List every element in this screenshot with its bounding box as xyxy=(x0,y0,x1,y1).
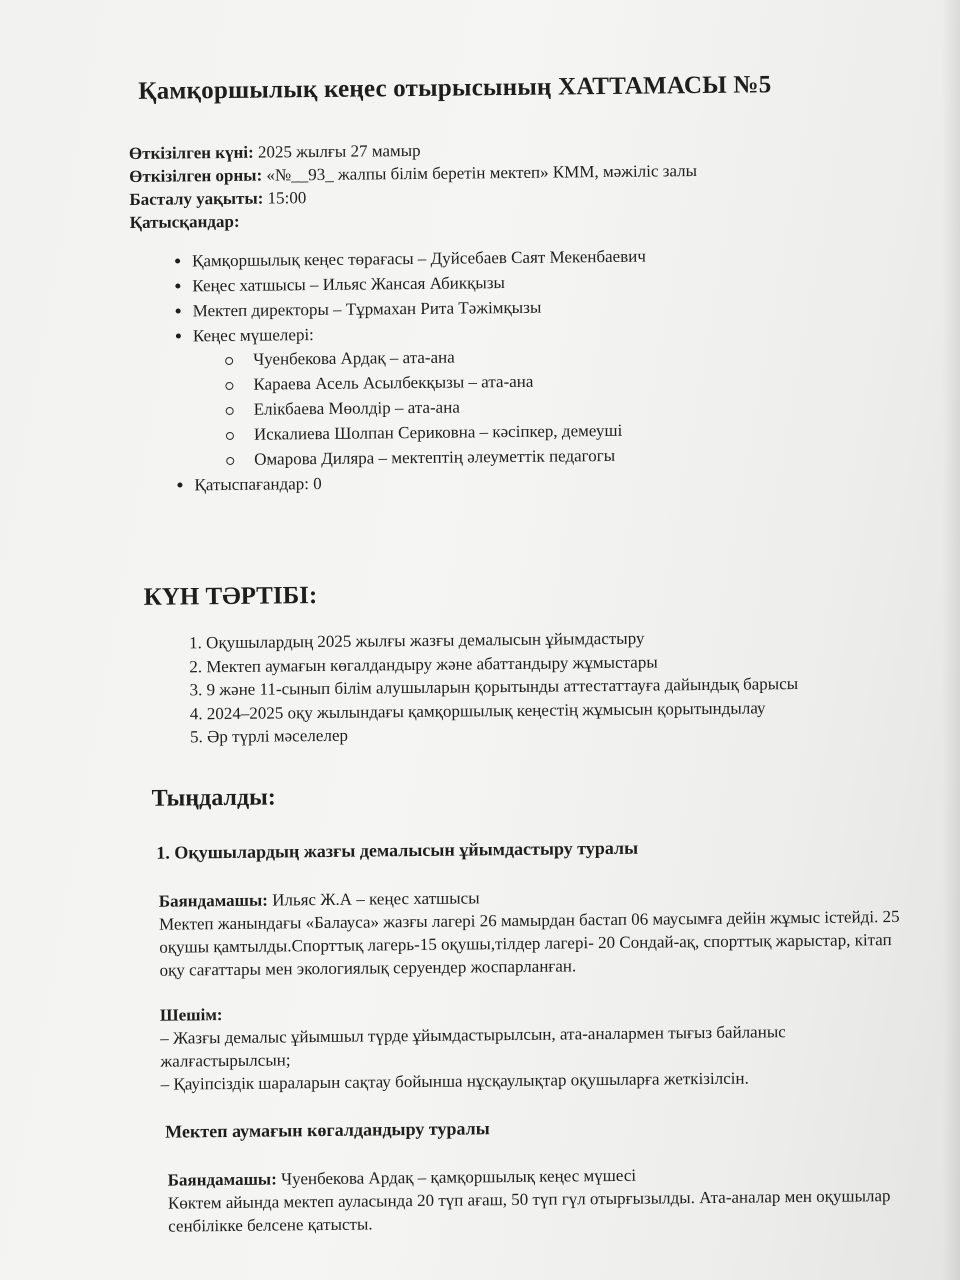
place-value: «№__93_ жалпы білім беретін мектеп» КММ, мәжіліс залы xyxy=(266,161,698,185)
speaker-value: Ильяс Ж.А – кеңес хатшысы xyxy=(272,887,480,910)
agenda-item: 1. Оқушылардың 2025 жылғы жазғы демалысын ұйымдастыру xyxy=(206,624,914,655)
document-content xyxy=(128,52,920,1238)
date-label: Өткізілген күні: xyxy=(128,142,254,163)
speaker-value: Чуенбекова Ардақ – қамқоршылық кеңес мүшесі xyxy=(280,1165,637,1188)
member-item: Омарова Диляра – мектептің әлеуметтік педагогы xyxy=(226,441,912,472)
section1-text: Мектеп жанындағы «Балауса» жазғы лагері 26 мамырдан бастап 06 маусымға дейін жұмыс істейді. 25 оқушы қамтылды.Спорттық лагерь-15 оқушы,тілдер лагері- 20 Сондай-ақ, спорттық жарыстар, кітап оқу сағаттары мен экологиялық серуендер жоспарланған. xyxy=(158,906,900,980)
date-value: 2025 жылғы 27 мамыр xyxy=(257,140,421,162)
agenda-item: 3. 9 және 11-сынып білім алушыларын қорытынды аттестаттауға дайындық барысы xyxy=(206,671,914,702)
participants-label: Қатысқандар: xyxy=(129,211,240,232)
speaker-label: Баяндамашы: xyxy=(158,890,268,911)
participant-secretary: • Кеңес хатшысы – Ильяс Жансая Абикқызы xyxy=(192,267,910,299)
participant-members xyxy=(193,317,913,473)
section1-body xyxy=(159,881,919,1095)
speaker-label: Баяндамашы: xyxy=(167,1169,277,1190)
section2-body xyxy=(168,1160,921,1237)
participant-chair: • Қамқоршылық кеңес төрағасы – Дуйсебаев Саят Мекенбаевич xyxy=(192,242,910,274)
document-title: Қамқоршылық кеңес отырысының ХАТТАМАСЫ №5 xyxy=(138,71,772,105)
participant-absent: • Қатыспағандар: 0 xyxy=(194,466,912,498)
section2-title: Мектеп аумағын көгалдандыру туралы xyxy=(165,1117,490,1142)
decision-item: – Қауіпсіздік шараларын сақтау бойынша нұсқаулықтар оқушыларға жеткізілсін. xyxy=(160,1068,749,1094)
member-item: Искалиева Шолпан Сериковна – кәсіпкер, демеуші xyxy=(226,416,912,447)
decision-label: Шешім: xyxy=(159,1004,223,1025)
agenda-item: 2. Мектеп аумағын көгалдандыру және абаттандыру жұмыстары xyxy=(206,647,914,678)
paper-shadow xyxy=(942,0,960,1280)
members-list xyxy=(193,341,912,473)
member-item: Караева Асель Асылбекқызы – ата-ана xyxy=(225,366,911,397)
agenda-title: КҮН ТӘРТІБІ: xyxy=(143,582,318,611)
decision-item: – Жазғы демалыс ұйымшыл түрде ұйымдастырылсын, ата-аналармен тығыз байланыс жалғастырылсын; xyxy=(160,1021,786,1071)
members-label: Кеңес мүшелері: xyxy=(192,325,314,346)
meeting-meta xyxy=(129,134,910,234)
agenda-item: 5. Әр түрлі мәселелер xyxy=(207,718,915,749)
section2-text: Көктем айында мектеп ауласында 20 түп ағаш, 50 түп гүл отырғызылды. Ата-аналар мен оқушылар сенбілікке белсене қатысты. xyxy=(167,1185,891,1236)
time-value: 15:00 xyxy=(267,188,307,208)
agenda-item: 4. 2024–2025 оқу жылындағы қамқоршылық кеңестің жұмысын қорытындылау xyxy=(207,694,915,725)
section1-decision xyxy=(160,995,919,1095)
participants-list xyxy=(130,242,913,498)
member-item: Елікбаева Мөолдір – ата-ана xyxy=(226,391,912,422)
place-label: Өткізілген орны: xyxy=(129,165,263,186)
heard-title: Тыңдалды: xyxy=(151,783,276,812)
agenda-list xyxy=(134,624,915,750)
section1-title: 1. Оқушылардың жазғы демалысын ұйымдастыру туралы xyxy=(156,837,639,863)
member-item: Чуенбекова Ардақ – ата-ана xyxy=(225,341,911,372)
time-label: Басталу уақыты: xyxy=(129,188,264,209)
participant-director: • Мектеп директоры – Тұрмахан Рита Тәжімқызы xyxy=(193,292,911,324)
